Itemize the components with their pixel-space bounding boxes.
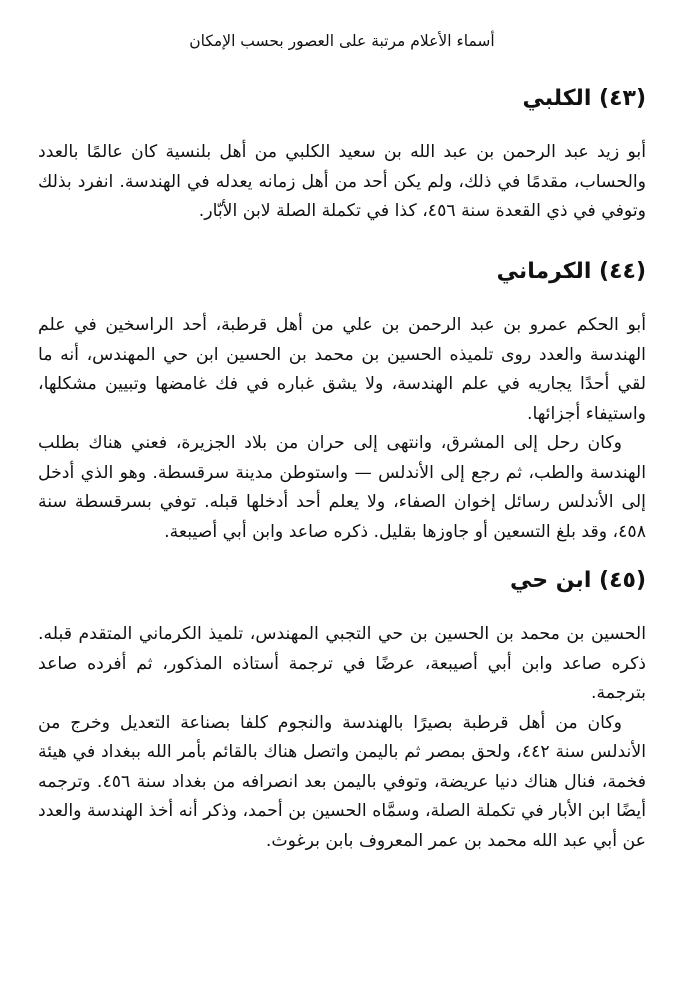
entry-paragraph: وكان من أهل قرطبة بصيرًا بالهندسة والنجوم كلفا بصناعة التعديل وخرج من الأندلس سنة ٤٤٢، ولحق بمصر ثم باليمن واتصل هناك بالقائم بأمر الله ببغداد في هيئة فخمة، فنال هناك دنيا عريضة، وتوفي باليمن بعد انصرافه من بغداد سنة ٤٥٦. وترجمه أيضًا ابن الأبار في تكملة الصلة، وسمَّاه الحسين بن أحمد، وذكر أنه أخذ الهندسة والعدد عن أبي عبد الله محمد بن عمر المعروف بابن برغوث. bbox=[38, 712, 647, 851]
entry-title: (٤٥) ابن حي bbox=[509, 568, 646, 593]
entry-title: (٤٤) الكرماني bbox=[496, 259, 646, 284]
entry-title: (٤٣) الكلبي bbox=[522, 86, 646, 111]
entry-paragraph: وكان رحل إلى المشرق، وانتهى إلى حران من بلاد الجزيرة، فعني هناك بطلب الهندسة والطب، ثم رجع إلى الأندلس — واستوطن مدينة سرقسطة. وهو الذي أدخل إلى الأندلس رسائل إخوان الصفاء، ولا يعلم أحد أدخلها قبله. توفي بسرقسطة سنة ٤٥٨، وقد بلغ التسعين أو جاوزها بقليل. ذكره صاعد وابن أبي أصيبعة. bbox=[38, 433, 646, 542]
running-header: أسماء الأعلام مرتبة على العصور بحسب الإمكان bbox=[189, 32, 495, 50]
entry-paragraph: أبو الحكم عمرو بن عبد الرحمن بن علي من أهل قرطبة، أحد الراسخين في علم الهندسة والعدد روى تلميذه الحسين بن محمد بن الحسين ابن حي المهندس، أنه ما لقي أحدًا يجاريه في علم الهندسة، ولا يشق غباره في فك غامضها وتبيين مشكلها، واستيفاء أجزائها. bbox=[38, 315, 646, 424]
entry-44 bbox=[38, 257, 646, 547]
entry-paragraph: الحسين بن محمد بن الحسين بن حي التجبي المهندس، تلميذ الكرماني المتقدم قبله. ذكره صاعد وابن أبي أصيبعة، عرضًا في ترجمة أستاذه المذكور، ثم أفرده صاعد بترجمة. bbox=[38, 624, 646, 703]
entry-45 bbox=[38, 566, 646, 856]
entry-43 bbox=[38, 84, 646, 227]
entry-paragraph: أبو زيد عبد الرحمن بن عبد الله بن سعيد الكلبي من أهل بلنسية كان عالمًا بالعدد والحساب، مقدمًا في ذلك، ولم يكن أحد من أهل زمانه يعدله في الهندسة. انفرد بذلك وتوفي في ذي القعدة سنة ٤٥٦، كذا في تكملة الصلة لابن الأبّار. bbox=[38, 142, 646, 221]
